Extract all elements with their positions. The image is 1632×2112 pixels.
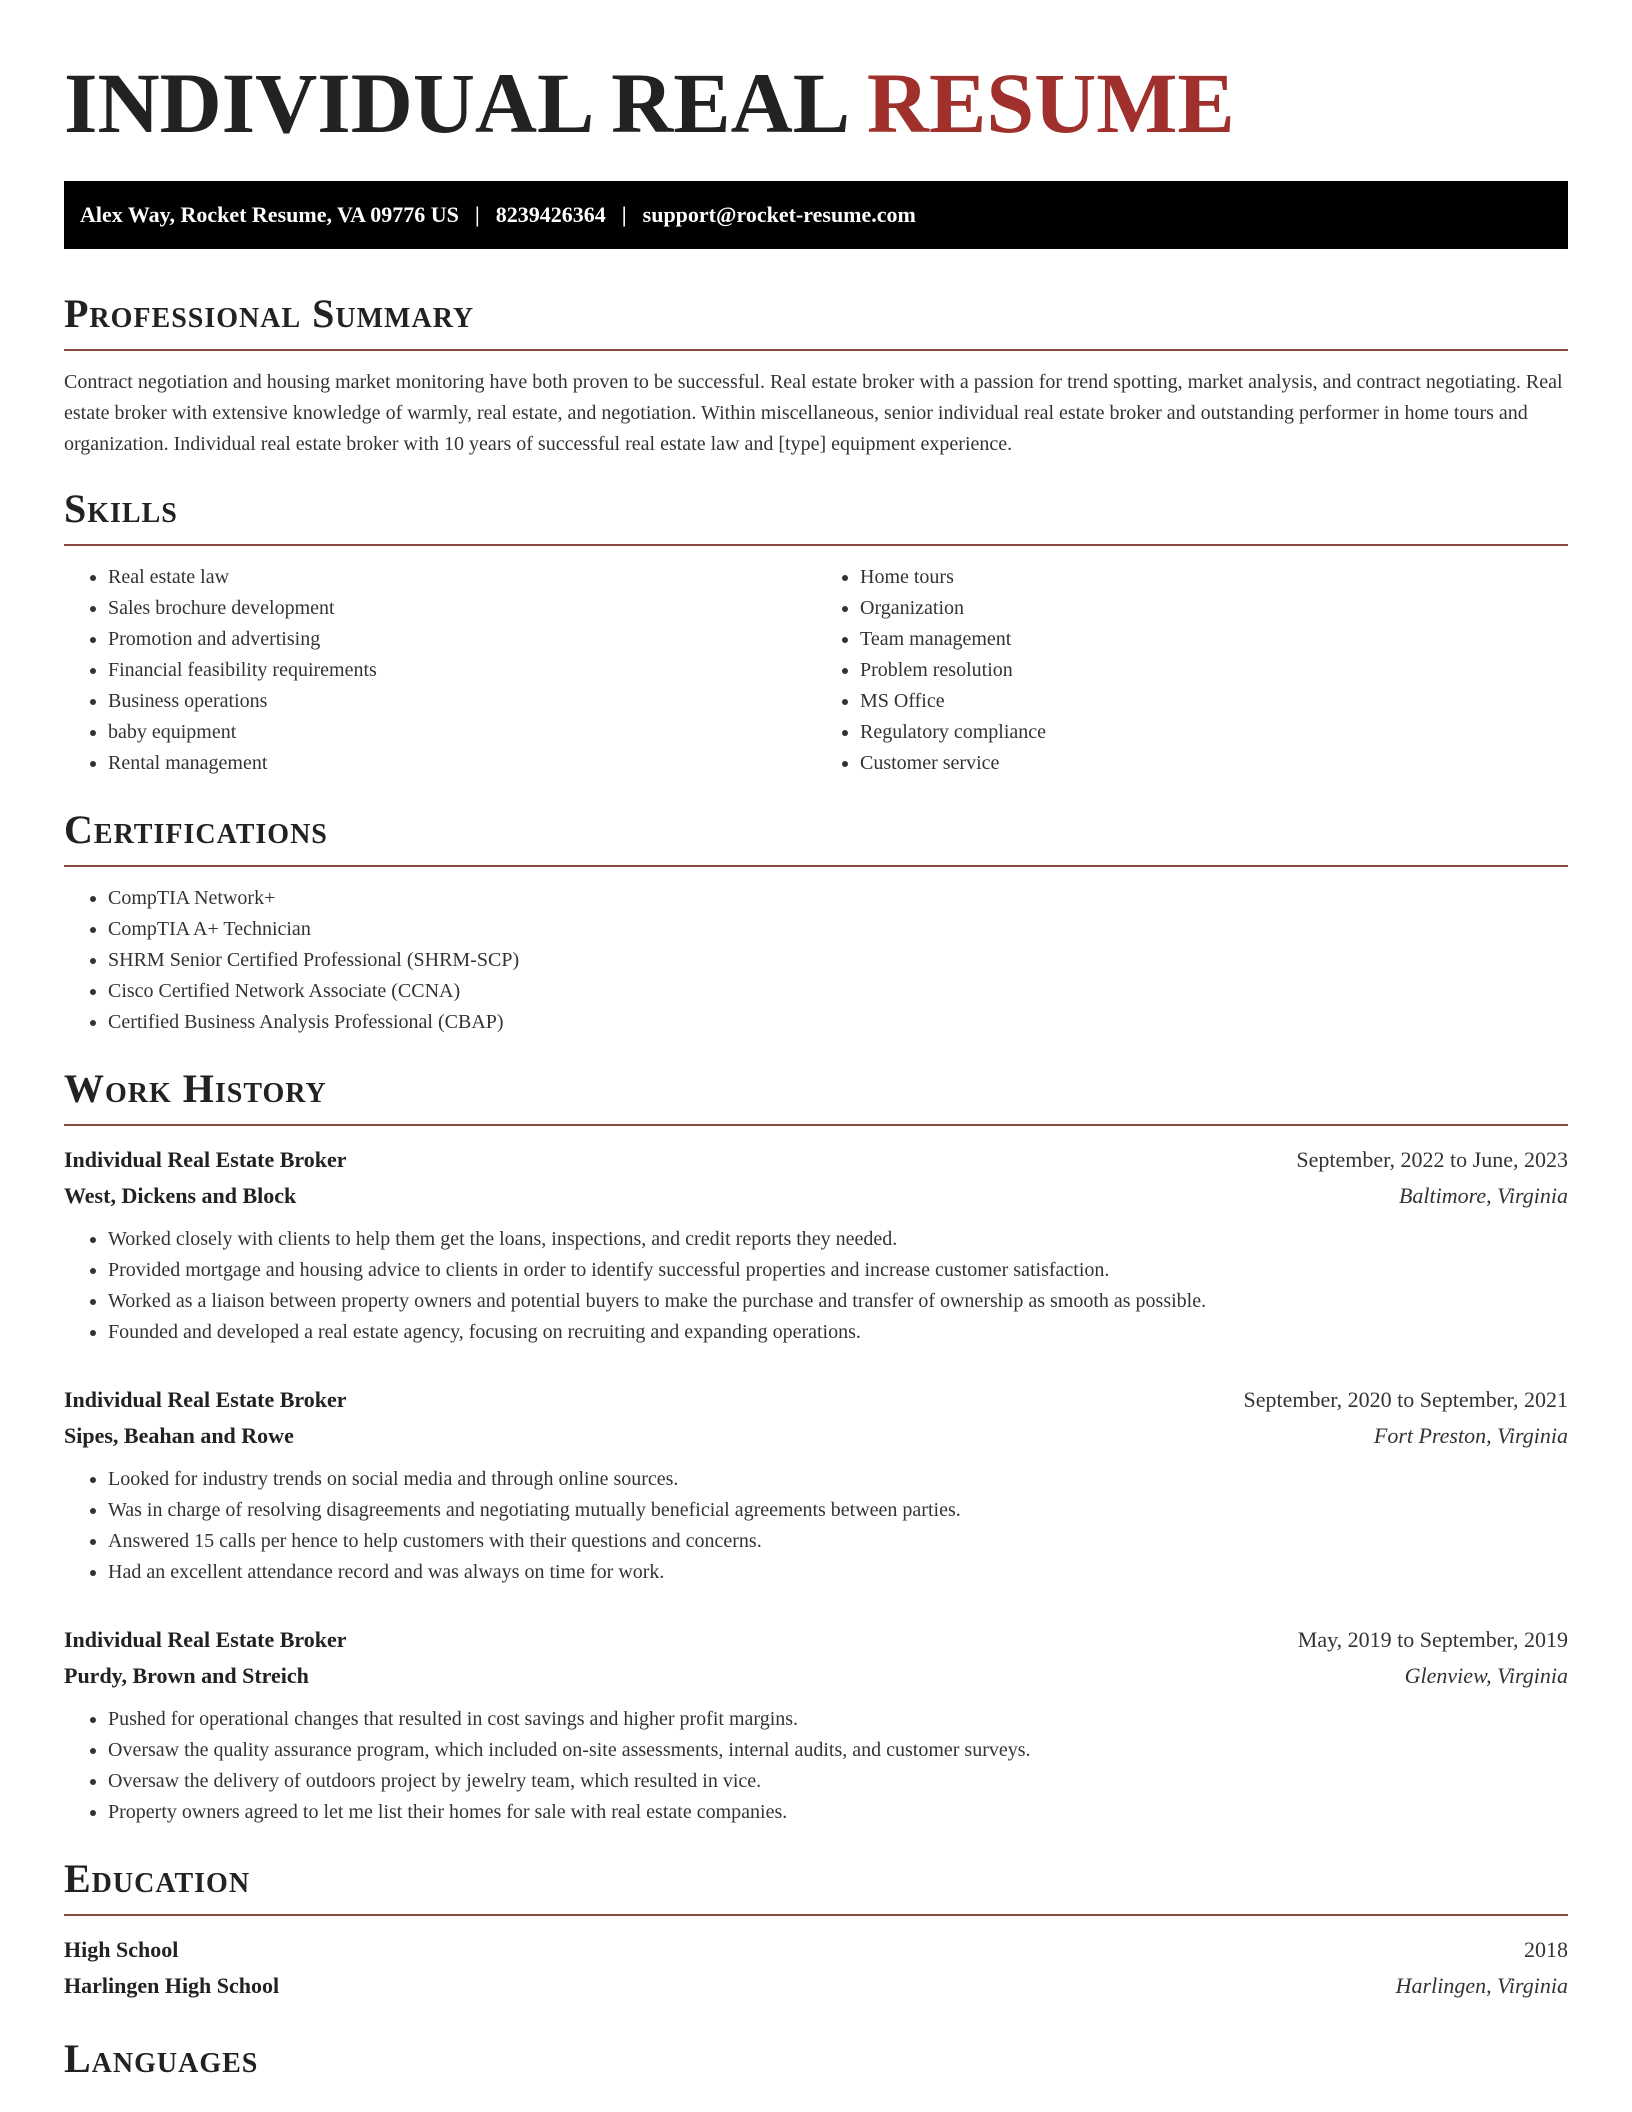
skill-item: • Regulatory compliance — [860, 717, 1568, 748]
skill-item: • Problem resolution — [860, 655, 1568, 686]
contact-phone: 8239426364 — [495, 201, 606, 227]
certifications-list — [64, 883, 1568, 1038]
resume-title — [64, 56, 1568, 151]
work-history-heading: Work History — [64, 1065, 327, 1111]
resume-page — [64, 0, 1568, 2080]
title-main: INDIVIDUAL REAL — [64, 55, 846, 151]
education-location: Harlingen, Virginia — [1395, 1972, 1568, 1998]
skill-item: • Business operations — [108, 686, 816, 717]
job-company: West, Dickens and Block — [64, 1182, 297, 1208]
job-bullet: • Looked for industry trends on social media and through online sources. — [108, 1464, 1568, 1495]
section-divider — [64, 544, 1568, 546]
certification-item: • Certified Business Analysis Professional (CBAP) — [108, 1007, 1568, 1038]
job-bullet: • Founded and developed a real estate agency, focusing on recruiting and expanding operations. — [108, 1317, 1568, 1348]
education-subheader — [64, 1968, 1568, 2004]
job-bullet: • Worked as a liaison between property owners and potential buyers to make the purchase and transfer of ownership as smooth as possible. — [108, 1286, 1568, 1317]
certification-item: • SHRM Senior Certified Professional (SHRM-SCP) — [108, 945, 1568, 976]
languages-section — [64, 2035, 1568, 2081]
summary-text: Contract negotiation and housing market monitoring have both proven to be successful. Real estate broker with a passion for trend spotting, market analysis, and contract negotiating. Real estate broker with extensive knowledge of warmly, real estate, and negotiation. Within miscellaneous, senior individual real estate broker and outstanding performer in home tours and organization. Individual real estate broker with 10 years of successful real estate law and [type] equipment experience. — [64, 370, 1563, 455]
skills-section — [64, 485, 1568, 779]
certification-item: • CompTIA A+ Technician — [108, 914, 1568, 945]
skills-list-left — [64, 562, 816, 779]
job-subheader — [64, 1178, 1568, 1214]
skill-item: • Customer service — [860, 748, 1568, 779]
title-accent: RESUME — [866, 55, 1235, 151]
certifications-section — [64, 806, 1568, 1038]
skills-heading: Skills — [64, 485, 178, 531]
section-divider — [64, 1124, 1568, 1126]
job-bullet: • Pushed for operational changes that resulted in cost savings and higher profit margins. — [108, 1704, 1568, 1735]
contact-separator: | — [474, 201, 480, 227]
skill-item: • Home tours — [860, 562, 1568, 593]
job-bullet: • Oversaw the delivery of outdoors project by jewelry team, which resulted in vice. — [108, 1766, 1568, 1797]
skill-item: • MS Office — [860, 686, 1568, 717]
skills-grid — [64, 562, 1568, 779]
education-school: Harlingen High School — [64, 1972, 280, 1998]
job-entry — [64, 1142, 1568, 1348]
summary-heading: Professional Summary — [64, 290, 475, 336]
skill-item: • baby equipment — [108, 717, 816, 748]
education-section — [64, 1855, 1568, 2004]
education-heading: Education — [64, 1855, 251, 1901]
job-bullet: • Property owners agreed to let me list their homes for sale with real estate companies. — [108, 1797, 1568, 1828]
job-bullet: • Oversaw the quality assurance program, which included on-site assessments, internal audits, and customer surveys. — [108, 1735, 1568, 1766]
education-header — [64, 1932, 1568, 1968]
certifications-heading: Certifications — [64, 806, 328, 852]
job-dates: May, 2019 to September, 2019 — [1297, 1626, 1568, 1652]
job-location: Baltimore, Virginia — [1398, 1182, 1568, 1208]
job-title: Individual Real Estate Broker — [64, 1626, 347, 1652]
certification-item: • CompTIA Network+ — [108, 883, 1568, 914]
job-bullet: • Answered 15 calls per hence to help customers with their questions and concerns. — [108, 1526, 1568, 1557]
section-divider — [64, 1914, 1568, 1916]
skill-item: • Financial feasibility requirements — [108, 655, 816, 686]
job-bullets — [64, 1224, 1568, 1348]
job-bullet: • Provided mortgage and housing advice to clients in order to identify successful properties and increase customer satisfaction. — [108, 1255, 1568, 1286]
job-header — [64, 1622, 1568, 1658]
contact-address: Alex Way, Rocket Resume, VA 09776 US — [80, 201, 459, 227]
job-title: Individual Real Estate Broker — [64, 1146, 347, 1172]
skill-item: • Sales brochure development — [108, 593, 816, 624]
job-dates: September, 2022 to June, 2023 — [1296, 1146, 1568, 1172]
job-title: Individual Real Estate Broker — [64, 1386, 347, 1412]
job-bullet: • Was in charge of resolving disagreements and negotiating mutually beneficial agreements between parties. — [108, 1495, 1568, 1526]
job-header — [64, 1382, 1568, 1418]
job-company: Purdy, Brown and Streich — [64, 1662, 309, 1688]
section-divider — [64, 349, 1568, 351]
job-location: Glenview, Virginia — [1404, 1662, 1568, 1688]
skill-item: • Organization — [860, 593, 1568, 624]
skills-list-right — [816, 562, 1568, 779]
contact-email: support@rocket-resume.com — [642, 201, 916, 227]
job-bullets — [64, 1704, 1568, 1828]
skill-item: • Promotion and advertising — [108, 624, 816, 655]
skill-item: • Rental management — [108, 748, 816, 779]
education-degree: High School — [64, 1936, 179, 1962]
job-subheader — [64, 1418, 1568, 1454]
job-entry — [64, 1382, 1568, 1588]
job-company: Sipes, Beahan and Rowe — [64, 1422, 294, 1448]
job-entry — [64, 1622, 1568, 1828]
contact-separator: | — [621, 201, 627, 227]
section-divider — [64, 865, 1568, 867]
job-bullet: • Had an excellent attendance record and was always on time for work. — [108, 1557, 1568, 1588]
contact-bar — [64, 181, 1568, 249]
languages-heading: Languages — [64, 2035, 259, 2081]
skill-item: • Team management — [860, 624, 1568, 655]
job-subheader — [64, 1658, 1568, 1694]
job-dates: September, 2020 to September, 2021 — [1243, 1386, 1568, 1412]
job-bullet: • Worked closely with clients to help them get the loans, inspections, and credit reports they needed. — [108, 1224, 1568, 1255]
job-location: Fort Preston, Virginia — [1373, 1422, 1568, 1448]
job-bullets — [64, 1464, 1568, 1588]
work-history-section — [64, 1065, 1568, 1828]
job-header — [64, 1142, 1568, 1178]
skill-item: • Real estate law — [108, 562, 816, 593]
education-year: 2018 — [1524, 1936, 1568, 1962]
summary-section — [64, 290, 1568, 460]
certification-item: • Cisco Certified Network Associate (CCNA) — [108, 976, 1568, 1007]
